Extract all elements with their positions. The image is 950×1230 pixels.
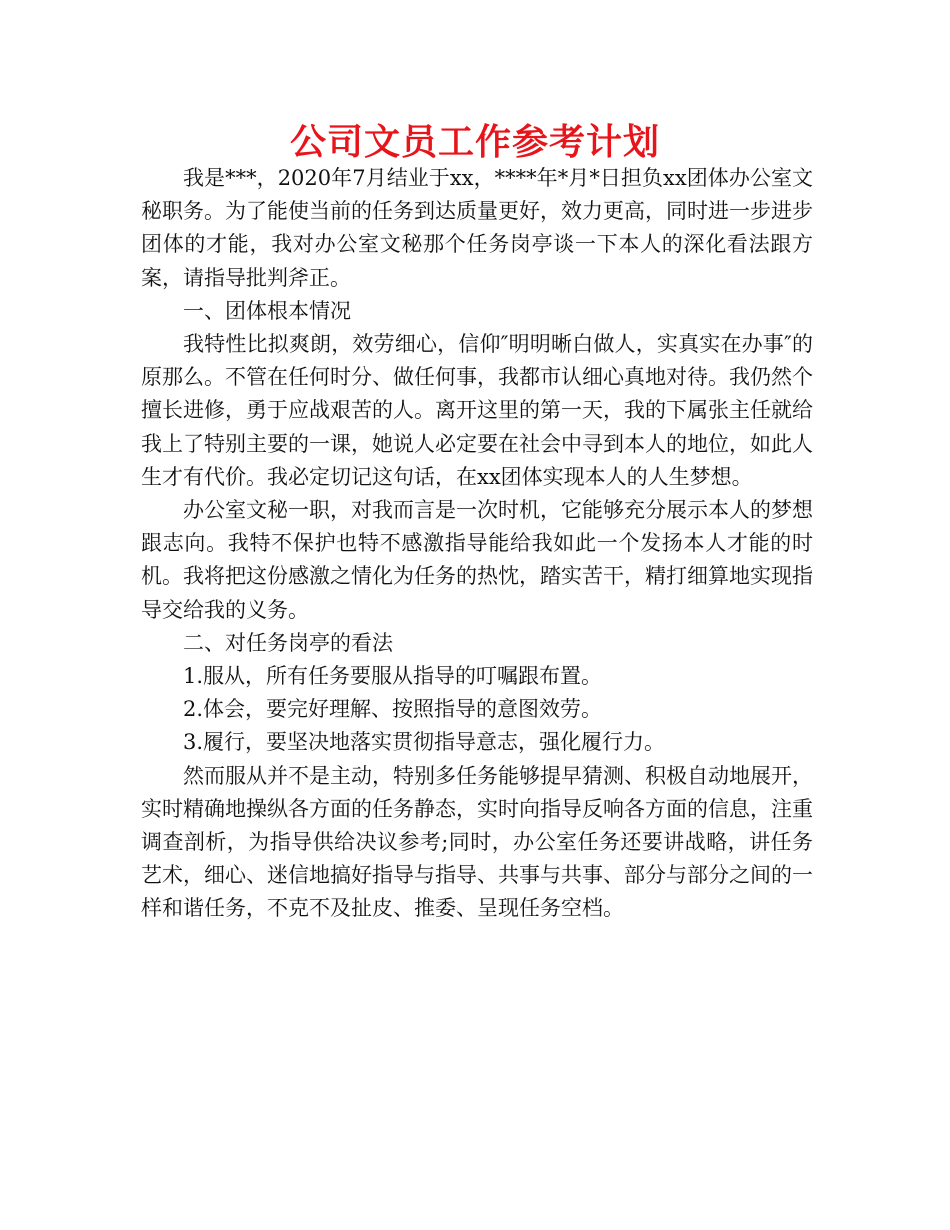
paragraph-opportunity: 办公室文秘一职，对我而言是一次时机，它能够充分展示本人的梦想跟志向。我特不保护也特不感激指导能给我如此一个发扬本人才能的时机。我将把这份感激之情化为任务的热忱，踏实苦干，精打细算地实现指导交给我的义务。 [141,498,813,622]
document-title: 公司文员工作参考计划 [289,122,660,163]
section-heading-personal-situation: 一、团体根本情况 [183,298,351,323]
paragraph-initiative: 然而服从并不是主动，特别多任务能够提早猜测、积极自动地展开，实时精确地操纵各方面的任务静态，实时向指导反响各方面的信息，注重调查剖析，为指导供给决议参考;同时，办公室任务还要讲战略，讲任务艺术，细心、迷信地搞好指导与指导、共事与共事、部分与部分之间的一样和谐任务，不克不及扯皮、推委、呈现任务空档。 [141,763,813,921]
list-item-execute: 3.履行，要坚决地落实贯彻指导意志，强化履行力。 [183,730,666,755]
list-item-obey: 1.服从，所有任务要服从指导的叮嘱跟布置。 [183,664,603,689]
paragraph-personality: 我特性比拟爽朗，效劳细心，信仰″明明晰白做人，实真实在办事″的原那么。不管在任何时分、做任何事，我都市认细心真地对待。我仍然个擅长进修，勇于应战艰苦的人。离开这里的第一天，我的下属张主任就给我上了特别主要的一课，她说人必定要在社会中寻到本人的地位，如此人生才有代价。我必定切记这句话，在xx团体实现本人的人生梦想。 [141,332,813,489]
section-heading-job-understanding: 二、对任务岗亭的看法 [183,630,393,655]
list-item-understand: 2.体会，要完好理解、按照指导的意图效劳。 [183,697,603,722]
paragraph-intro: 我是***，2020年7月结业于xx，****年*月*日担负xx团体办公室文秘职务。为了能使当前的任务到达质量更好，效力更高，同时进一步进步团体的才能，我对办公室文秘那个任务岗亭谈一下本人的深化看法跟方案，请指导批判斧正。 [141,166,813,290]
document-body [141,162,813,926]
